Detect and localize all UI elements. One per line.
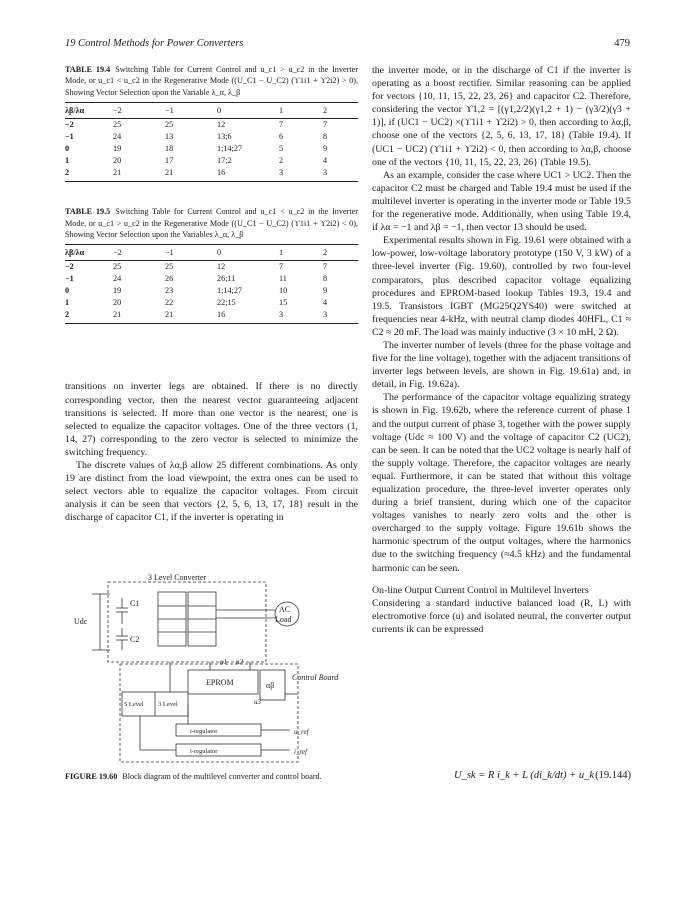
table-cell: 26	[165, 274, 174, 284]
chapter-title: 19 Control Methods for Power Converters	[65, 38, 244, 49]
table-cell: 13;6	[217, 132, 232, 142]
table-row	[65, 119, 358, 132]
regulator-box-2	[176, 744, 261, 756]
label-regulator-2: i-regulator	[190, 748, 218, 755]
paragraph: The discrete values of λα,β allow 25 different combinations. As only 19 are distinct from the load viewpoint, the extra ones can be used to select vectors able to equalize the capacitor voltages. From circuit analysis it can be seen that vectors {2, 5, 6, 13, 17, 18} result in the discharge of capacitor C1, if the inverter is operating in	[65, 460, 358, 524]
right-column	[372, 64, 631, 636]
table-cell: 10	[279, 286, 288, 296]
column-header: 2	[323, 245, 358, 261]
table-cell: 25	[113, 120, 122, 130]
label-eprom: EPROM	[206, 678, 234, 687]
table-cell: 26;11	[217, 274, 236, 284]
table-cell: 12	[217, 262, 226, 272]
label-ab: αβ	[266, 681, 275, 690]
table-cell: 6	[279, 132, 284, 142]
table-cell: 4	[323, 298, 328, 308]
table-cell: 19	[113, 144, 122, 154]
table-row	[65, 131, 358, 143]
table-cell: 24	[113, 274, 122, 284]
table-cell: 22	[165, 298, 174, 308]
table-cell: 8	[323, 132, 328, 142]
table-cell: 7	[323, 262, 328, 272]
right-body-text	[372, 64, 631, 636]
regulator-box-1	[176, 724, 261, 736]
table-cell: 17	[165, 156, 174, 166]
section-heading: On-line Output Current Control in Multilevel Inverters	[372, 584, 589, 596]
table-cell: 3	[323, 309, 358, 324]
table-cell: 7	[323, 120, 328, 130]
table-cell: 3	[323, 167, 358, 182]
figure-label: FIGURE 19.60	[65, 772, 118, 781]
equation-19-144	[372, 766, 631, 790]
table-cell: 21	[113, 309, 165, 324]
table-19-5-caption: TABLE 19.5 Switching Table for Current Control and u_c1 < u_c2 in the Inverter Mode, or u_c1 > u_c2 in the Regenerative Mode ((U_C1 − U_C2) (ϒ1i1 + ϒ2i2) < 0), Showing Vector Selection upon the Variables λ_α, λ_β	[65, 207, 358, 240]
label-udc: Udc	[74, 617, 88, 626]
table-cell: 20	[113, 298, 122, 308]
table-row	[65, 273, 358, 285]
label-load: Load	[275, 615, 292, 624]
table-cell: 0	[65, 286, 70, 296]
table-row	[65, 167, 358, 182]
table-cell: 3	[279, 167, 323, 182]
label-level-5: 5 Level	[124, 701, 144, 708]
table-cell: −2	[65, 120, 74, 130]
table-cell: 13	[165, 132, 174, 142]
table-cell: 9	[323, 286, 328, 296]
table-cell: 8	[323, 274, 328, 284]
paragraph: Experimental results shown in Fig. 19.61 were obtained with a low-power, low-voltage laboratory prototype (150 V, 3 kW) of a three-level inverter (Fig. 19.60), controlled by two four-level comparators, plus described capacitor voltage equalizing procedures and EPROM-based lookup Tables 19.3, 19.4 and 19.5. Transistors IGBT (MG25Q2YS40) were switched at frequencies near 4-kHz, with neutral clamp diodes 40HFL, C1 ≈ C2 ≈ 20 mF. The load was mainly inductive (3 × 10 mH, 2 Ω).	[372, 235, 631, 338]
label-converter: 3 Level Converter	[148, 573, 207, 582]
column-header: 1	[279, 103, 323, 119]
running-head	[65, 38, 630, 49]
table-cell: 21	[165, 167, 217, 182]
table-cell: 21	[165, 309, 217, 324]
table-cell: −1	[65, 274, 74, 284]
label-c1: C1	[130, 599, 140, 608]
table-cell: 1;14;27	[217, 144, 243, 154]
table-cell: 24	[113, 132, 122, 142]
column-header: −2	[113, 245, 165, 261]
table-19-5-label: TABLE 19.5	[65, 207, 111, 217]
column-header: −1	[165, 245, 217, 261]
table-cell: 17;2	[217, 156, 232, 166]
table-19-4-label: TABLE 19.4	[65, 65, 111, 74]
table-cell: 21	[113, 167, 165, 182]
table-cell: 23	[165, 286, 174, 296]
page-number: 479	[614, 38, 630, 49]
table-cell: 2	[65, 167, 113, 182]
equation-number: (19.144)	[595, 770, 631, 781]
column-header: −1	[165, 103, 217, 119]
table-cell: 0	[65, 144, 70, 154]
table-cell: 1;14;27	[217, 286, 243, 296]
column-header: −2	[113, 103, 165, 119]
table-cell: 4	[323, 156, 328, 166]
table-row	[65, 261, 358, 274]
column-header: λβ/λα	[65, 245, 113, 261]
column-header: 1	[279, 245, 323, 261]
table-header-row	[65, 245, 358, 261]
column-header: λβ/λα	[65, 103, 113, 119]
column-header: 2	[323, 103, 358, 119]
table-row	[65, 155, 358, 167]
table-row	[65, 297, 358, 309]
table-19-5	[65, 244, 358, 324]
paragraph: The inverter number of levels (three for the phase voltage and five for the line voltage), together with the adjacent transitions of inverter legs between levels, are shown in Fig. 19.61a) and, in detail, in Fig. 19.62a).	[372, 339, 631, 391]
paragraph: the inverter mode, or in the discharge of C1 if the inverter is operating as a boost rectifier. Similar reasoning can be applied for vectors {10, 11, 15, 22, 23, 26} and capacitor C2. Therefore, considering the vector ϒ1,2 = [(γ1,2/2)(γ1,2 + 1) − (γ3/2)(γ3 + 1)], if (UC1 − UC2) ×(ϒ1i1 + ϒ2i2) > 0, then according to λα,β, choose one of the vectors {2, 5, 6, 13, 17, 18} (Table 19.4). If (UC1 − UC2) (ϒ1i1 + ϒ2i2) < 0, then according to λα,β, choose one of the vectors {10, 11, 15, 22, 23, 26} (Table 19.5).	[372, 65, 631, 168]
label-u1: u1	[220, 658, 227, 666]
column-header: 0	[217, 245, 279, 261]
table-row	[65, 143, 358, 155]
table-row	[65, 285, 358, 297]
label-level-3: 3 Level	[158, 701, 178, 708]
table-cell: 7	[279, 120, 284, 130]
table-cell: −1	[65, 132, 74, 142]
table-cell: 5	[279, 144, 284, 154]
label-u2: u2	[236, 658, 243, 666]
table-cell: 7	[279, 262, 284, 272]
table-cell: 11	[279, 274, 287, 284]
table-cell: 22;15	[217, 298, 236, 308]
table-cell: 20	[113, 156, 122, 166]
table-cell: 15	[279, 298, 288, 308]
label-c2: C2	[130, 635, 140, 644]
left-column	[65, 64, 358, 524]
label-control: Control Board	[292, 673, 339, 682]
label-iref: i_ref	[294, 748, 307, 756]
table-cell: 3	[279, 309, 323, 324]
block-diagram	[70, 572, 340, 767]
label-uref: u_ref	[294, 728, 309, 736]
table-cell: 9	[323, 144, 328, 154]
paragraph: transitions on inverter legs are obtained. If there is no directly corresponding vector, then the nearest vector guaranteeing adjacent transitions is selected. If more than one vector is the nearest, one is selected to equalize the capacitor voltages. One of the three vectors (1, 14, 27) corresponding to the zero vector is selected to minimize the switching frequency.	[65, 381, 358, 458]
converter-box	[108, 582, 266, 662]
paragraph: Considering a standard inductive balanced load (R, L) with electromotive force (u) and isolated neutral, the converter output currents ik can be expressed	[372, 597, 631, 635]
table-cell: 16	[217, 167, 279, 182]
table-cell: 25	[113, 262, 122, 272]
table-cell: 1	[65, 298, 70, 308]
paragraph: The performance of the capacitor voltage equalizing strategy is shown in Fig. 19.62b, where the reference current of phase 1 and the output current of phase 3, together with the power supply voltage (Udc ≈ 100 V) and the voltage of capacitor C2 (UC2), can be seen. It can be noted that the UC2 voltage is nearly half of the supply voltage. Therefore, the capacitor voltages are nearly equal. Furthermore, it can be stated that without this voltage equalization procedure, the three-level inverter operates only during a brief transient, during which one of the capacitor voltages vanishes to nearly zero volts and the other is overcharged to the supply voltage. Figure 19.61b shows the harmonic spectrum of the output voltages, where the harmonics due to the switching frequency (≈4.5 kHz) and the fundamental harmonic can be seen.	[372, 392, 631, 574]
figure-19-60-caption: FIGURE 19.60 Block diagram of the multilevel converter and control board.	[65, 772, 322, 781]
table-row	[65, 309, 358, 324]
table-19-4-caption: TABLE 19.4 Switching Table for Current Control and u_c1 > u_c2 in the Inverter Mode, or u_c1 < u_c2 in the Regenerative Mode ((U_C1 − U_C2) (ϒ1i1 + ϒ2i2) > 0), Showing Vector Selection upon the Variable λ_α, λ_β	[65, 65, 358, 97]
table-cell: 2	[65, 309, 113, 324]
equation-expression: U_sk = R i_k + L (di_k/dt) + u_k	[454, 770, 595, 781]
table-cell: 12	[217, 120, 226, 130]
paragraph: As an example, consider the case where UC1 > UC2. Then the capacitor C2 must be charged and Table 19.4 must be used if the multilevel inverter is operating in the inverter mode or Table 19.5 for the regenerative mode. Additionally, when using Table 19.4, if λα = −1 and λβ = −1, then vector 13 should be used.	[372, 169, 631, 234]
table-cell: −2	[65, 262, 74, 272]
table-cell: 25	[165, 120, 174, 130]
table-cell: 25	[165, 262, 174, 272]
figure-19-60-diagram	[70, 572, 340, 767]
table-cell: 2	[279, 156, 284, 166]
table-19-4	[65, 102, 358, 182]
left-body-text	[65, 380, 358, 524]
column-header: 0	[217, 103, 279, 119]
table-cell: 19	[113, 286, 122, 296]
table-cell: 16	[217, 309, 279, 324]
table-header-row	[65, 103, 358, 119]
label-u3: u3	[254, 698, 261, 706]
label-ac: AC	[279, 605, 291, 614]
table-cell: 18	[165, 144, 174, 154]
label-regulator-1: i-regulator	[190, 728, 218, 735]
table-cell: 1	[65, 156, 70, 166]
